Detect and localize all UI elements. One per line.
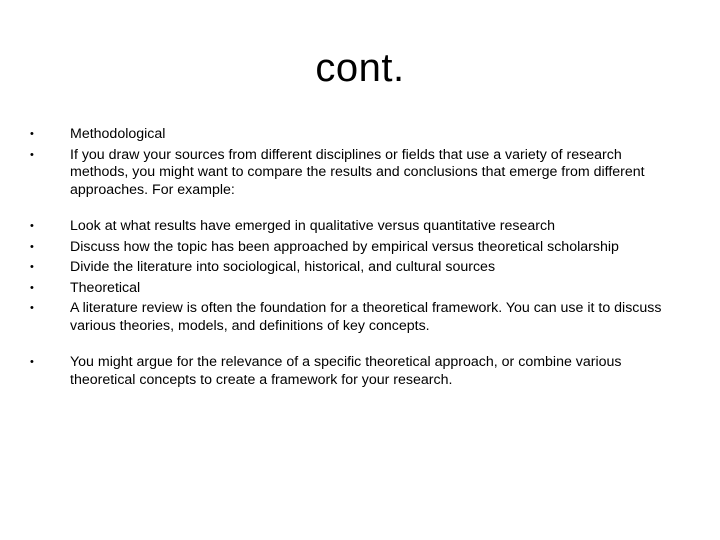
bullet-icon: •	[30, 148, 34, 161]
bullet-icon: •	[30, 220, 34, 232]
bullet-item	[30, 239, 670, 257]
bullet-icon: •	[30, 240, 34, 253]
bullet-text: You might argue for the relevance of a specific theoretical approach, or combine various theoretical concepts to create a framework for your research.	[70, 354, 622, 388]
bullet-text: Discuss how the topic has been approached by empirical versus theoretical scholarship	[70, 238, 619, 255]
bullet-text: Methodological	[70, 126, 166, 142]
bullet-item	[30, 354, 670, 389]
bullet-text: Look at what results have emerged in qualitative versus quantitative research	[70, 218, 556, 234]
bullet-text: A literature review is often the foundation for a theoretical framework. You can use it to discuss various theories, models, and definitions of key concepts.	[70, 300, 662, 334]
bullet-item	[30, 259, 670, 277]
bullet-icon: •	[30, 281, 34, 294]
bullet-group-3	[30, 354, 670, 389]
bullet-item	[30, 126, 670, 144]
bullet-item	[30, 218, 670, 236]
bullet-icon: •	[30, 261, 34, 273]
bullet-text: Divide the literature into sociological, historical, and cultural sources	[70, 259, 496, 275]
bullet-icon: •	[30, 302, 34, 314]
bullet-item	[30, 300, 670, 335]
bullet-text: Theoretical	[70, 279, 141, 296]
bullet-icon: •	[30, 356, 34, 368]
slide-title: cont.	[315, 46, 405, 90]
slide-body	[30, 126, 670, 392]
bullet-item	[30, 147, 670, 200]
bullet-icon: •	[30, 128, 34, 140]
bullet-group-1	[30, 126, 670, 199]
bullet-item	[30, 280, 670, 298]
bullet-text: If you draw your sources from different disciplines or fields that use a variety of research methods, you might want to compare the results and conclusions that emerge from different approaches. For example:	[70, 146, 645, 198]
bullet-group-2	[30, 218, 670, 335]
